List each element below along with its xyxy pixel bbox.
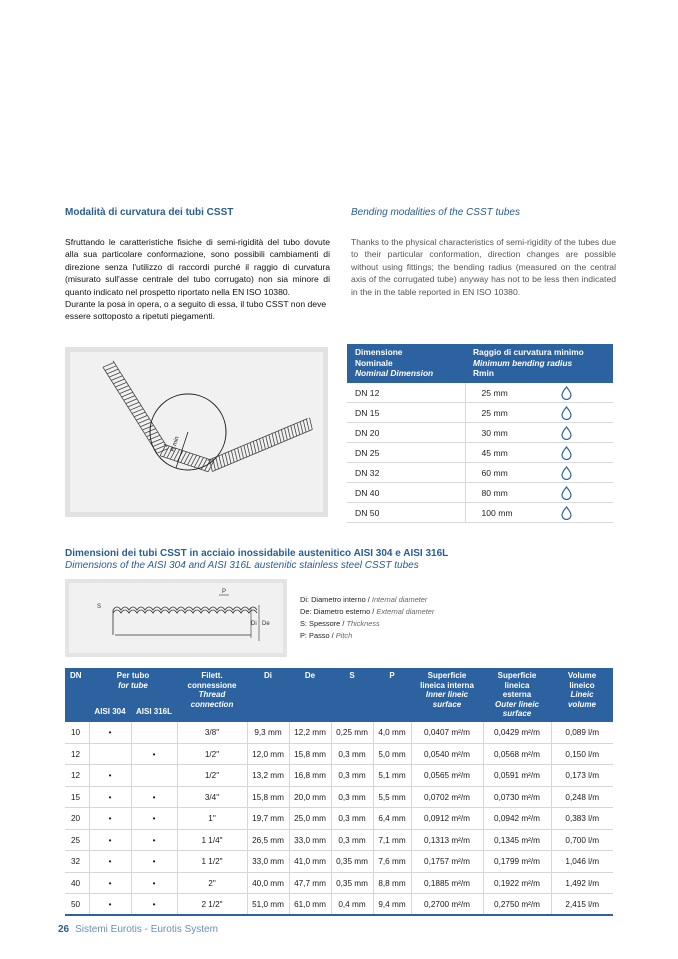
- cell-si: 0,0912 m²/m: [411, 808, 483, 830]
- cell-dn: 15: [65, 786, 89, 808]
- cell-v: 0,700 l/m: [551, 829, 613, 851]
- page-number: 26: [58, 924, 70, 935]
- cell-di: 51,0 mm: [247, 894, 289, 916]
- cell-thread: 1/2": [177, 743, 247, 765]
- cell-nominal-dimension: DN 40: [347, 483, 465, 503]
- cell-a316: •: [131, 829, 177, 851]
- table-row: [347, 423, 613, 443]
- cell-nominal-dimension: DN 25: [347, 443, 465, 463]
- cell-icon: [555, 443, 613, 463]
- cell-de: 25,0 mm: [289, 808, 331, 830]
- table-row: [347, 443, 613, 463]
- legend-item: Di: Diametro interno / Internal diameter: [300, 595, 428, 604]
- header-lineic-volume: [551, 668, 613, 722]
- table-row: [65, 765, 613, 787]
- cell-si: 0,1313 m²/m: [411, 829, 483, 851]
- legend-key: S: Spessore: [300, 619, 341, 628]
- cell-p: 7,6 mm: [373, 851, 411, 873]
- legend-translation: Pitch: [335, 631, 353, 640]
- cell-se: 0,1345 m²/m: [483, 829, 551, 851]
- cell-a304: •: [89, 851, 131, 873]
- cell-min-radius: 25 mm: [465, 403, 555, 423]
- cell-v: 0,150 l/m: [551, 743, 613, 765]
- cell-de: 20,0 mm: [289, 786, 331, 808]
- cell-p: 6,4 mm: [373, 808, 411, 830]
- cell-icon: [555, 483, 613, 503]
- header-text: Inner lineic: [425, 690, 469, 700]
- cell-v: 2,415 l/m: [551, 894, 613, 916]
- cell-de: 12,2 mm: [289, 722, 331, 744]
- header-text: volume: [567, 699, 596, 709]
- header-text: Minimum bending radius: [473, 357, 573, 368]
- table-row: [347, 403, 613, 423]
- cell-v: 0,089 l/m: [551, 722, 613, 744]
- label-thickness: S: [97, 604, 102, 610]
- header-text: surface: [432, 699, 462, 709]
- page-footer: [58, 924, 218, 935]
- cell-se: 0,1922 m²/m: [483, 872, 551, 894]
- cell-s: 0,3 mm: [331, 786, 373, 808]
- cell-min-radius: 60 mm: [465, 463, 555, 483]
- header-text: Lineic: [570, 690, 594, 700]
- header-de: De: [289, 668, 331, 722]
- header-text: Dimensione: [355, 347, 403, 357]
- cell-s: 0,35 mm: [331, 851, 373, 873]
- header-p: P: [373, 668, 411, 722]
- cell-s: 0,25 mm: [331, 722, 373, 744]
- cell-a304: •: [89, 722, 131, 744]
- cell-icon: [555, 463, 613, 483]
- header-text: Superficie: [497, 671, 537, 680]
- cell-dn: 50: [65, 894, 89, 916]
- header-nominal-dimension: [347, 344, 465, 383]
- cell-a304: •: [89, 765, 131, 787]
- bending-diagram: [65, 347, 328, 517]
- legend-key: De: Diametro esterno: [300, 607, 371, 616]
- cell-icon: [555, 383, 613, 403]
- cell-a316: •: [131, 743, 177, 765]
- cell-a304: •: [89, 872, 131, 894]
- water-drop-icon: [561, 446, 572, 460]
- table-row: [65, 722, 613, 744]
- header-inner-surface: [411, 668, 483, 722]
- cell-thread: 2": [177, 872, 247, 894]
- cell-thread: 1 1/4": [177, 829, 247, 851]
- header-aisi-304: AISI 304: [89, 700, 131, 722]
- cell-s: 0,3 mm: [331, 829, 373, 851]
- cell-p: 9,4 mm: [373, 894, 411, 916]
- label-external-diameter: De: [262, 621, 270, 627]
- header-text: Raggio di curvatura minimo: [473, 347, 584, 357]
- cell-se: 0,2750 m²/m: [483, 894, 551, 916]
- cell-di: 15,8 mm: [247, 786, 289, 808]
- cell-thread: 3/8": [177, 722, 247, 744]
- legend-translation: Internal diameter: [371, 595, 428, 604]
- header-text: connessione: [187, 680, 237, 690]
- header-text: Per tubo: [116, 671, 150, 680]
- cell-si: 0,2700 m²/m: [411, 894, 483, 916]
- cell-a316: [131, 722, 177, 744]
- cell-se: 0,0591 m²/m: [483, 765, 551, 787]
- table-row: [65, 743, 613, 765]
- table-row: [347, 383, 613, 403]
- table-row: [65, 808, 613, 830]
- cell-dn: 12: [65, 765, 89, 787]
- cell-se: 0,1799 m²/m: [483, 851, 551, 873]
- bent-tube-illustration: [70, 352, 323, 512]
- cell-p: 7,1 mm: [373, 829, 411, 851]
- dimensions-title-en: Dimensions of the AISI 304 and AISI 316L austenitic stainless steel CSST tubes: [65, 560, 419, 571]
- footer-text: Sistemi Eurotis - Eurotis System: [75, 924, 218, 935]
- cell-s: 0,3 mm: [331, 765, 373, 787]
- header-di: Di: [247, 668, 289, 722]
- cell-de: 47,7 mm: [289, 872, 331, 894]
- water-drop-icon: [561, 426, 572, 440]
- cell-nominal-dimension: DN 12: [347, 383, 465, 403]
- cell-thread: 1": [177, 808, 247, 830]
- section-title-it: Modalità di curvatura dei tubi CSST: [65, 207, 234, 218]
- table-row: [347, 463, 613, 483]
- header-text: for tube: [118, 680, 148, 690]
- header-text: esterna: [502, 690, 532, 700]
- cell-p: 5,5 mm: [373, 786, 411, 808]
- cell-s: 0,3 mm: [331, 743, 373, 765]
- table-row: [347, 503, 613, 523]
- header-text: Nominal Dimension: [355, 368, 434, 379]
- dimensions-title-it: Dimensioni dei tubi CSST in acciaio inossidabile austenitico AISI 304 e AISI 316L: [65, 548, 449, 559]
- cell-a316: •: [131, 872, 177, 894]
- legend-item: P: Passo / Pitch: [300, 631, 353, 640]
- legend-key: P: Passo: [300, 631, 330, 640]
- cell-p: 5,0 mm: [373, 743, 411, 765]
- cell-v: 0,383 l/m: [551, 808, 613, 830]
- header-text: connection: [190, 699, 234, 709]
- body-text-it: [65, 236, 330, 323]
- cell-di: 33,0 mm: [247, 851, 289, 873]
- cell-dn: 32: [65, 851, 89, 873]
- cell-se: 0,0429 m²/m: [483, 722, 551, 744]
- cell-v: 0,248 l/m: [551, 786, 613, 808]
- cell-thread: 1/2": [177, 765, 247, 787]
- cell-dn: 20: [65, 808, 89, 830]
- table-row: [347, 483, 613, 503]
- dimensions-table: [65, 668, 613, 916]
- header-text: Superficie: [427, 671, 467, 680]
- cell-v: 1,492 l/m: [551, 872, 613, 894]
- cell-nominal-dimension: DN 15: [347, 403, 465, 423]
- cell-se: 0,0568 m²/m: [483, 743, 551, 765]
- cell-si: 0,1885 m²/m: [411, 872, 483, 894]
- header-text: lineica interna: [420, 680, 474, 690]
- header-s: S: [331, 668, 373, 722]
- header-thread: [177, 668, 247, 722]
- cell-min-radius: 45 mm: [465, 443, 555, 463]
- paragraph: Sfruttando le caratteristiche fisiche di semi-rigidità del tubo dovute alla sua particolare conformazione, sono possibili cambiamenti di direzione senza l'utilizzo di raccordi purché il raggio di curvatura (misurato sull'asse centrale del tubo corrugato) non sia minore di quanto indicato nel prospetto riportato nella EN ISO 10380.: [65, 237, 330, 297]
- legend-translation: External diameter: [376, 607, 435, 616]
- cell-p: 5,1 mm: [373, 765, 411, 787]
- header-text: Filett.: [201, 671, 223, 680]
- cell-s: 0,3 mm: [331, 808, 373, 830]
- cell-min-radius: 25 mm: [465, 383, 555, 403]
- cell-di: 13,2 mm: [247, 765, 289, 787]
- cell-de: 41,0 mm: [289, 851, 331, 873]
- label-pitch: P: [222, 589, 227, 595]
- cell-di: 19,7 mm: [247, 808, 289, 830]
- bending-radius-table: [347, 344, 613, 523]
- cell-a316: [131, 765, 177, 787]
- cell-nominal-dimension: DN 20: [347, 423, 465, 443]
- cell-dn: 40: [65, 872, 89, 894]
- cell-si: 0,0702 m²/m: [411, 786, 483, 808]
- header-text: surface: [502, 709, 532, 719]
- header-per-tube: [89, 668, 177, 700]
- legend-item: De: Diametro esterno / External diameter: [300, 607, 435, 616]
- cell-si: 0,0407 m²/m: [411, 722, 483, 744]
- cell-a304: •: [89, 829, 131, 851]
- cell-icon: [555, 503, 613, 523]
- cell-de: 61,0 mm: [289, 894, 331, 916]
- cell-a316: •: [131, 786, 177, 808]
- header-aisi-316l: AISI 316L: [131, 700, 177, 722]
- cell-de: 15,8 mm: [289, 743, 331, 765]
- legend-translation: Thickness: [346, 619, 380, 628]
- cell-s: 0,4 mm: [331, 894, 373, 916]
- radius-label: R min: [170, 435, 181, 453]
- cell-a316: •: [131, 851, 177, 873]
- cell-min-radius: 80 mm: [465, 483, 555, 503]
- water-drop-icon: [561, 506, 572, 520]
- cell-thread: 1 1/2": [177, 851, 247, 873]
- water-drop-icon: [561, 486, 572, 500]
- cell-di: 40,0 mm: [247, 872, 289, 894]
- section-title-en: Bending modalities of the CSST tubes: [351, 207, 520, 218]
- cell-dn: 10: [65, 722, 89, 744]
- header-text: Volume: [567, 671, 597, 680]
- water-drop-icon: [561, 386, 572, 400]
- cell-p: 8,8 mm: [373, 872, 411, 894]
- table-row: [65, 786, 613, 808]
- body-text-en: Thanks to the physical characteristics of semi-rigidity of the tubes due to their particular conformation, direction changes are possible without using fittings; the bending radius (measured on the central axis of the corrugated tube) anyway has not to be less then indicated in the in the table reported in EN ISO 10380.: [351, 237, 616, 297]
- legend-item: S: Spessore / Thickness: [300, 619, 380, 628]
- header-bending-radius: [465, 344, 613, 383]
- cell-min-radius: 100 mm: [465, 503, 555, 523]
- header-dn: DN: [65, 668, 89, 722]
- cell-de: 16,8 mm: [289, 765, 331, 787]
- table-row: [65, 829, 613, 851]
- header-text: Thread: [198, 690, 226, 700]
- cell-min-radius: 30 mm: [465, 423, 555, 443]
- cell-si: 0,0540 m²/m: [411, 743, 483, 765]
- cell-se: 0,0730 m²/m: [483, 786, 551, 808]
- label-internal-diameter: Di: [251, 621, 257, 627]
- cell-icon: [555, 403, 613, 423]
- table-row: [65, 872, 613, 894]
- cell-thread: 3/4": [177, 786, 247, 808]
- cell-di: 26,5 mm: [247, 829, 289, 851]
- cell-thread: 2 1/2": [177, 894, 247, 916]
- header-text: Nominale: [355, 357, 393, 368]
- cell-a304: •: [89, 894, 131, 916]
- water-drop-icon: [561, 406, 572, 420]
- header-text: Rmin: [473, 368, 494, 379]
- cell-a316: •: [131, 894, 177, 916]
- corrugated-tube-illustration: [69, 583, 283, 653]
- cell-di: 9,3 mm: [247, 722, 289, 744]
- cell-si: 0,0565 m²/m: [411, 765, 483, 787]
- tube-profile-diagram: [65, 579, 287, 657]
- cell-s: 0,35 mm: [331, 872, 373, 894]
- dimension-legend: [300, 594, 434, 642]
- cell-si: 0,1757 m²/m: [411, 851, 483, 873]
- cell-a304: •: [89, 786, 131, 808]
- cell-dn: 25: [65, 829, 89, 851]
- cell-a304: •: [89, 808, 131, 830]
- table-row: [65, 851, 613, 873]
- cell-a316: •: [131, 808, 177, 830]
- paragraph: Durante la posa in opera, o a seguito di essa, il tubo CSST non deve essere sottoposto a ripetuti piegamenti.: [65, 299, 327, 322]
- cell-di: 12,0 mm: [247, 743, 289, 765]
- cell-icon: [555, 423, 613, 443]
- table-row: [65, 894, 613, 916]
- cell-a304: [89, 743, 131, 765]
- water-drop-icon: [561, 466, 572, 480]
- legend-key: Di: Diametro interno: [300, 595, 366, 604]
- cell-dn: 12: [65, 743, 89, 765]
- cell-se: 0,0942 m²/m: [483, 808, 551, 830]
- cell-v: 0,173 l/m: [551, 765, 613, 787]
- header-outer-surface: [483, 668, 551, 722]
- header-text: lineica: [504, 680, 530, 690]
- header-text: Outer lineic: [494, 699, 539, 709]
- cell-v: 1,046 l/m: [551, 851, 613, 873]
- cell-de: 33,0 mm: [289, 829, 331, 851]
- cell-nominal-dimension: DN 50: [347, 503, 465, 523]
- header-text: lineico: [569, 680, 595, 690]
- cell-nominal-dimension: DN 32: [347, 463, 465, 483]
- cell-p: 4,0 mm: [373, 722, 411, 744]
